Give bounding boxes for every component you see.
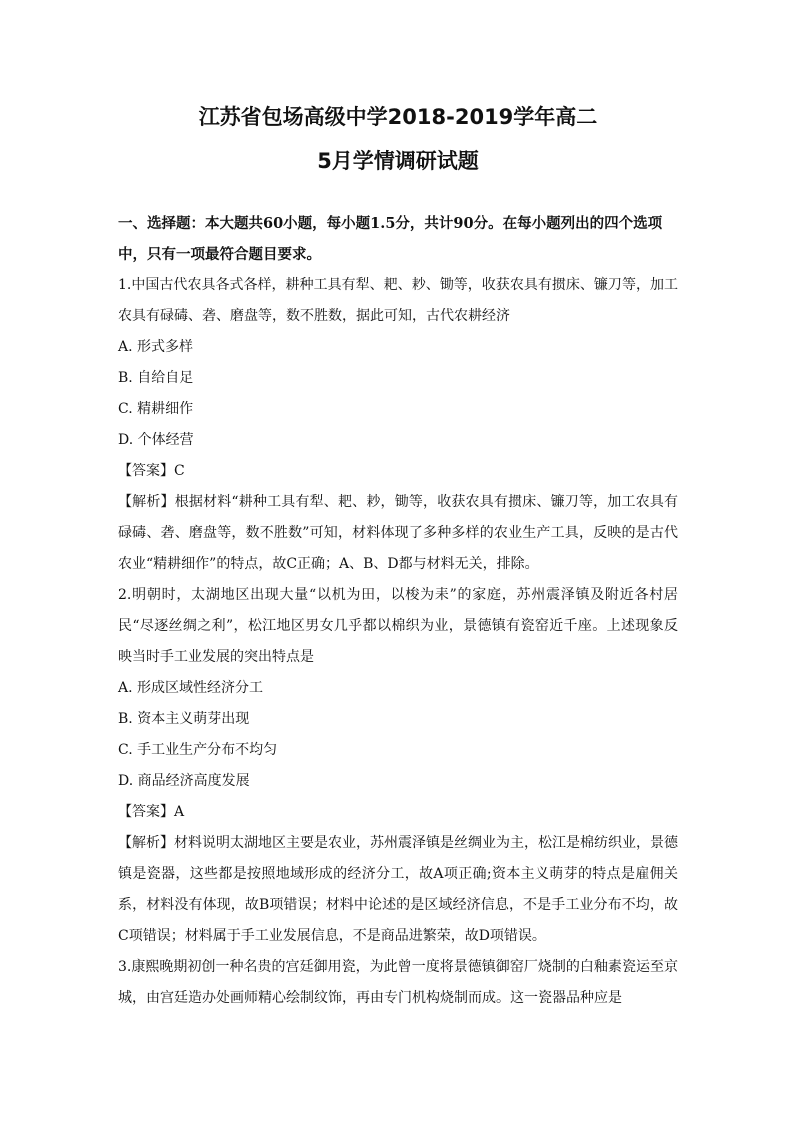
document-title-line1: 江苏省包场高级中学2018-2019学年高二 [198,105,598,129]
question-stem: 3.康熙晚期初创一种名贵的宫廷御用瓷，为此曾一度将景德镇御窑厂烧制的白釉素瓷运至京城，由宫廷造办处画师精心绘制纹饰，再由专门机构烧制而成。这一瓷器品种应是 [118,959,678,1006]
option-a: A. 形式多样 [118,339,194,355]
answer: 【答案】C [118,463,185,479]
section-heading: 一、选择题：本大题共60小题，每小题1.5分，共计90分。在每小题列出的四个选项中，只有一项最符合题目要求。 [118,215,663,263]
document-page [118,100,678,1014]
option-c: C. 手工业生产分布不均匀 [118,742,278,758]
option-d: D. 商品经济高度发展 [118,773,250,789]
analysis: 【解析】材料说明太湖地区主要是农业，苏州震泽镇是丝绸业为主，松江是棉纺织业，景德镇是瓷器，这些都是按照地域形成的经济分工，故A项正确;资本主义萌芽的特点是雇佣关系，材料没有体现，故B项错误；材料中论述的是区域经济信息，不是手工业分布不均，故C项错误；材料属于手工业发展信息，不是商品进繁荣，故D项错误。 [118,835,678,944]
option-d: D. 个体经营 [118,432,194,448]
question-2 [118,580,678,952]
question-stem: 1.中国古代农具各式各样，耕种工具有犁、耙、耖、锄等，收获农具有掼床、镰刀等，加工农具有碌碡、砻、磨盘等，数不胜数，据此可知，古代农耕经济 [118,277,678,324]
document-title-line2: 5月学情调研试题 [317,149,479,173]
question-stem: 2.明朝时，太湖地区出现大量“以机为田，以梭为耒”的家庭，苏州震泽镇及附近各村居民“尽逐丝绸之利”，松江地区男女几乎都以棉织为业，景德镇有瓷窑近千座。上述现象反映当时手工业发展的突出特点是 [118,587,678,665]
option-a: A. 形成区域性经济分工 [118,680,264,696]
question-3 [118,952,678,1014]
analysis: 【解析】根据材料“耕种工具有犁、耙、耖，锄等，收获农具有掼床、镰刀等，加工农具有碌碡、砻、磨盘等，数不胜数”可知，材料体现了多种多样的农业生产工具，反映的是古代农业“精耕细作”的特点，故C正确；A、B、D都与材料无关，排除。 [118,494,678,572]
option-b: B. 自给自足 [118,370,194,386]
question-1 [118,270,678,580]
answer: 【答案】A [118,804,185,820]
option-c: C. 精耕细作 [118,401,194,417]
option-b: B. 资本主义萌芽出现 [118,711,250,727]
